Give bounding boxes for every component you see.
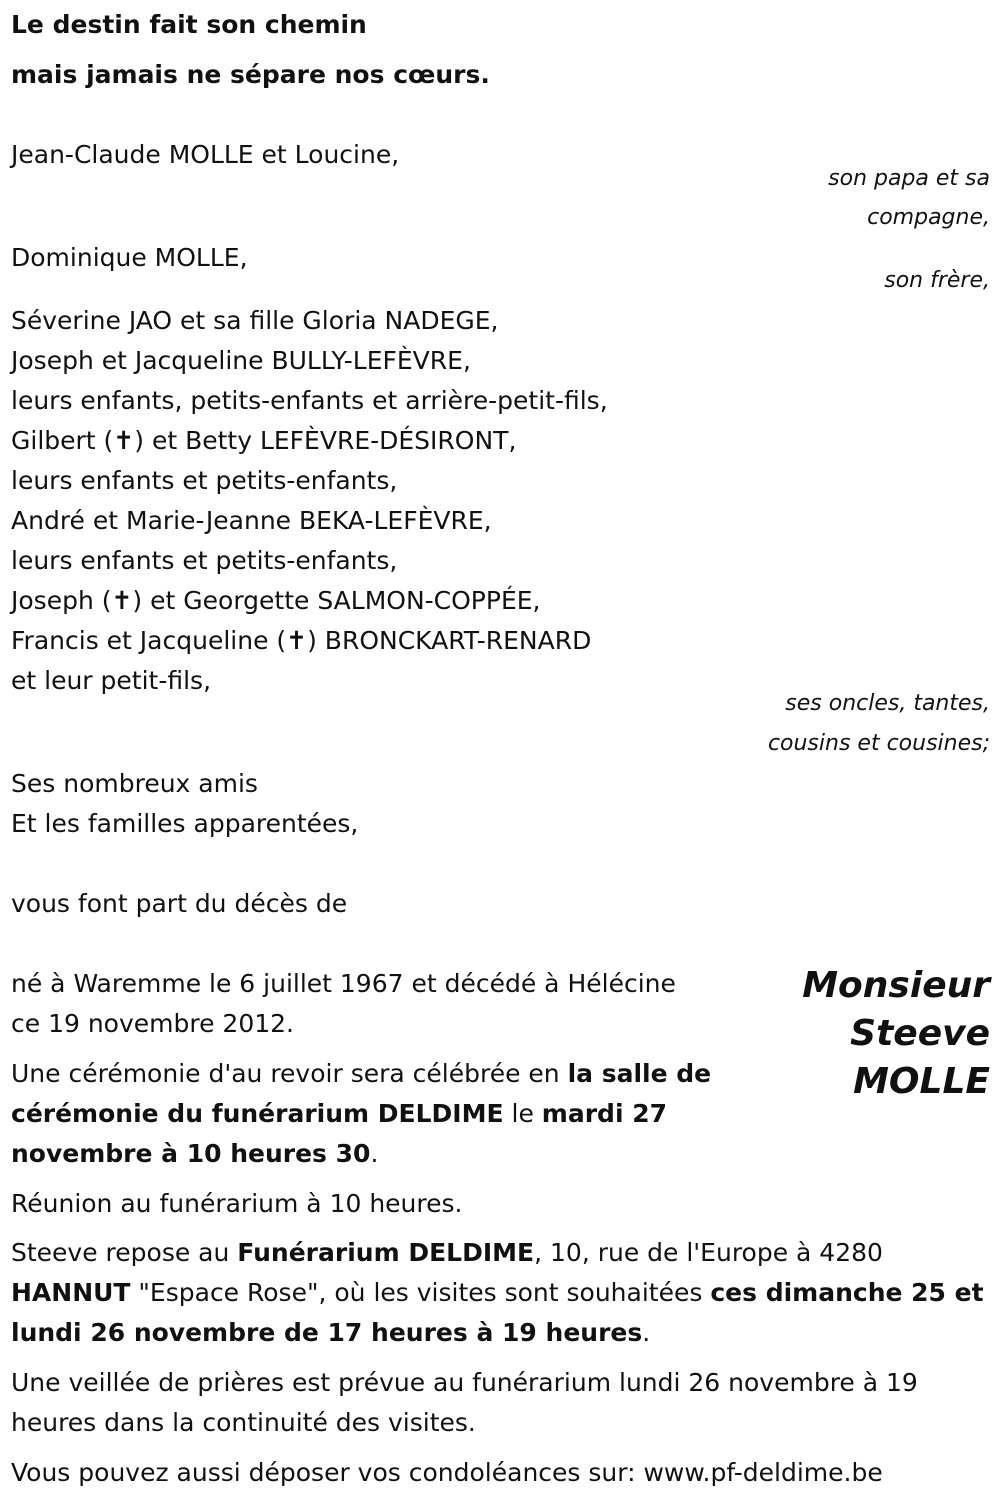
ceremony-date: mardi 27 novembre à 10 heures 30 [11,1099,668,1168]
friends-line-2: Et les familles apparentées, [11,809,359,838]
friends-line-1: Ses nombreux amis [11,769,258,798]
father-role-2: compagne, [867,205,990,230]
relative-line: Joseph (✝) et Georgette SALMON-COPPÉE, [11,586,541,615]
birth-line-2: ce 19 novembre 2012. [11,1009,294,1038]
epigraph-line-1: Le destin fait son chemin [11,10,367,39]
deceased-title: Monsieur [802,965,990,1006]
ceremony-text: Une cérémonie d'au revoir sera célébrée en [11,1059,568,1088]
condolences-paragraph: Vous pouvez aussi déposer vos condoléances sur: www.pf-deldime.be [11,1458,883,1487]
father-role-1: son papa et sa [828,166,990,191]
relatives-role-2: cousins et cousines; [767,731,990,756]
relative-line: Séverine JAO et sa fille Gloria NADEGE, [11,306,499,335]
deceased-surname: MOLLE [853,1061,990,1102]
deceased-name [802,962,990,1106]
ceremony-text: . [370,1139,379,1168]
visits-text: , 10, rue de l'Europe à 4280 [534,1238,883,1267]
relative-line: leurs enfants, petits-enfants et arrière-petit-fils, [11,386,608,415]
visits-text: . [642,1318,651,1347]
epigraph-line-2: mais jamais ne sépare nos cœurs. [11,60,490,89]
relative-line: leurs enfants et petits-enfants, [11,466,398,495]
relative-line: leurs enfants et petits-enfants, [11,546,398,575]
visits-city: HANNUT [11,1278,131,1307]
visits-text: "Espace Rose", où les visites sont souhaitées [130,1278,711,1307]
relatives-role-1: ses oncles, tantes, [785,691,990,716]
relative-line: Gilbert (✝) et Betty LEFÈVRE-DÉSIRONT, [11,426,517,455]
brother-line: Dominique MOLLE, [11,243,248,272]
vigil-paragraph: Une veillée de prières est prévue au funérarium lundi 26 novembre à 19 heures dans la continuité des visites. [11,1368,918,1437]
visits-venue: Funérarium DELDIME [237,1238,535,1267]
deceased-firstname: Steeve [850,1013,990,1054]
visits-text: Steeve repose au [11,1238,238,1267]
reunion-paragraph: Réunion au funérarium à 10 heures. [11,1189,463,1218]
relative-line: et leur petit-fils, [11,666,212,695]
ceremony-text: le [503,1099,542,1128]
relative-line: André et Marie-Jeanne BEKA-LEFÈVRE, [11,506,492,535]
father-line: Jean-Claude MOLLE et Loucine, [11,140,400,169]
brother-role: son frère, [884,268,990,293]
ceremony-venue: la salle de cérémonie du funérarium DELDIME [11,1059,712,1128]
relative-line: Francis et Jacqueline (✝) BRONCKART-RENARD [11,626,592,655]
birth-line-1: né à Waremme le 6 juillet 1967 et décédé à Hélécine [11,969,676,998]
announcement: vous font part du décès de [11,889,348,918]
relative-line: Joseph et Jacqueline BULLY-LEFÈVRE, [11,346,471,375]
visits-dates: ces dimanche 25 et lundi 26 novembre de 17 heures à 19 heures [11,1278,984,1347]
visits-paragraph [11,1233,990,1353]
ceremony-paragraph [11,1054,761,1174]
